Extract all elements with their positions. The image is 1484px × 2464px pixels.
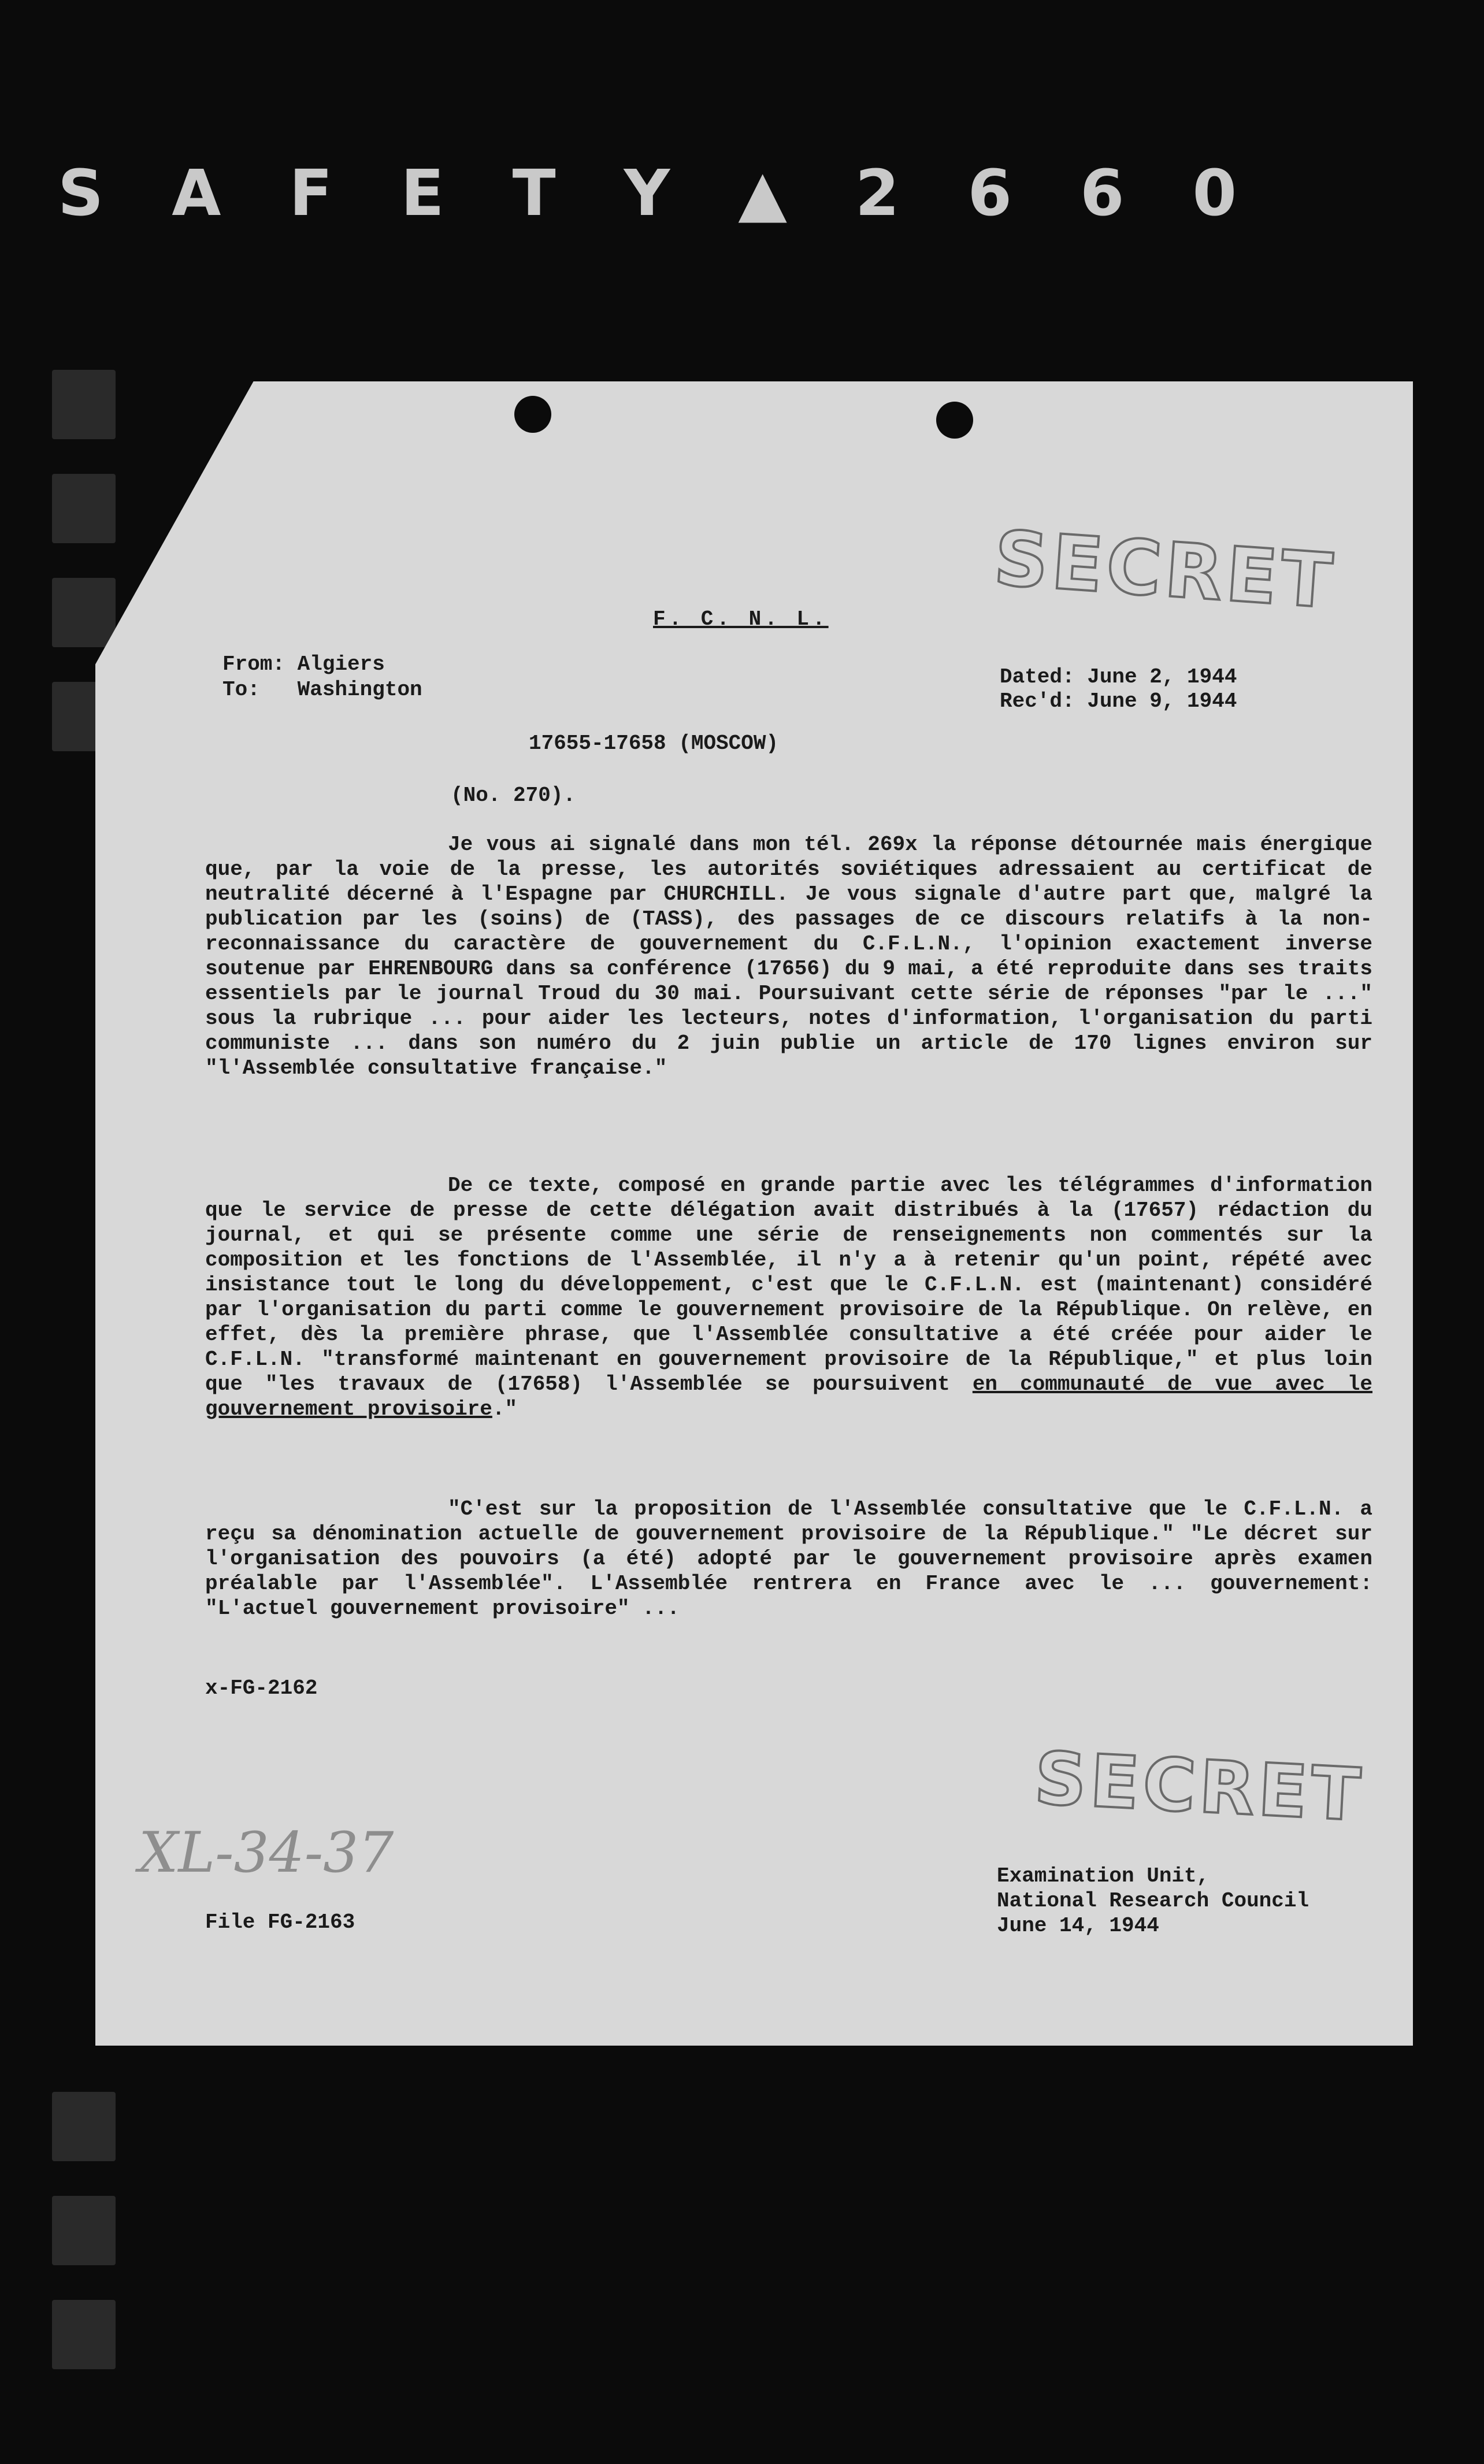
reference-line	[529, 731, 778, 756]
signature-date: June 14, 1944	[997, 1914, 1159, 1938]
reference-origin: (MOSCOW)	[678, 732, 779, 755]
to-line	[222, 677, 422, 703]
film-sprocket	[52, 578, 116, 647]
punch-hole	[936, 402, 973, 439]
document-header	[653, 607, 829, 632]
body-paragraph: "C'est sur la proposition de l'Assemblée consultative que le C.F.L.N. a reçu sa dénomination actuelle de gouvernement provisoire de la République." "Le décret sur l'organisation des pouvoirs (a été) adopté par le gouvernement provisoire après examen préalable par l'Assemblée". L'Assemblée rentrera en France avec le ... gouvernement: "L'actuel gouvernement provisoire" ...	[205, 1497, 1372, 1620]
to-label: To:	[222, 678, 260, 702]
message-number: (No. 270).	[451, 784, 576, 807]
handwritten-annotation: XL-34-37	[139, 1820, 394, 1885]
secret-stamp: SECRET	[991, 514, 1339, 626]
signature-line: Examination Unit,	[997, 1864, 1210, 1888]
underlined-quote: en communauté de vue avec le gouvernement provisoire	[205, 1372, 1372, 1421]
film-sprocket	[52, 2196, 116, 2265]
body-paragraph	[205, 1173, 1372, 1422]
file-reference: File FG-2163	[205, 1910, 355, 1934]
film-edge-mark: SAFETY▲2660	[58, 156, 1305, 230]
from-label: From:	[222, 652, 285, 676]
from-value: Algiers	[297, 652, 385, 676]
film-sprocket	[52, 2300, 116, 2369]
received-line: Rec'd: June 9, 1944	[1000, 689, 1237, 713]
body-paragraph: Je vous ai signalé dans mon tél. 269x la réponse détournée mais énergique que, par la voie de la presse, les autorités soviétiques adressaient au certificat de neutralité décerné à l'Espagne par CHURCHILL. Je vous signale d'autre part que, malgré la publication par les (soins) de (TASS), des passages de ce discours relatifs à la non-reconnaissance du caractère de gouvernement du C.F.L.N., l'opinion exactement inverse soutenue par EHRENBOURG dans sa conférence (17656) du 9 mai, a été reproduite dans ses traits essentiels par le journal Troud du 30 mai. Poursuivant cette série de réponses "par le ..." sous la rubrique ... pour aider les lecteurs, notes d'information, l'organisation du parti communiste ... dans son numéro du 2 juin publie un article de 170 lignes environ sur "l'Assemblée consultative française."	[205, 833, 1372, 1080]
dated-line: Dated: June 2, 1944	[1000, 665, 1237, 689]
footnote-reference: x-FG-2162	[205, 1676, 318, 1700]
paragraph-text: De ce texte, composé en grande partie avec les télégrammes d'information que le service de presse de cette délégation avait distribués à la (17657) rédaction du journal, et qui se présente comme une série de renseignements non commentés sur la composition et les fonctions de l'Assemblée, il n'y a à retenir qu'un point, répété avec insistance tout le long du développement, c'est que le C.F.L.N. est (maintenant) considéré par l'organisation du parti comme le gouvernement provisoire de la République. On relève, en effet, dès la première phrase, que l'Assemblée consultative a été créée pour aider le C.F.L.N. "transformé maintenant en gouvernement provisoire de la République," et plus loin que "les travaux de (17658) l'Assemblée se poursuivent	[205, 1174, 1372, 1396]
punch-hole	[514, 396, 551, 433]
header-text: F. C. N. L.	[653, 607, 829, 631]
film-sprocket	[52, 370, 116, 439]
from-line	[222, 652, 385, 677]
paragraph-end: ."	[492, 1397, 518, 1421]
film-sprocket	[52, 2092, 116, 2161]
to-value: Washington	[297, 678, 422, 702]
reference-number: 17655-17658	[529, 732, 666, 755]
film-sprocket	[52, 474, 116, 543]
signature-line: National Research Council	[997, 1889, 1309, 1913]
secret-stamp: SECRET	[1032, 1736, 1366, 1838]
